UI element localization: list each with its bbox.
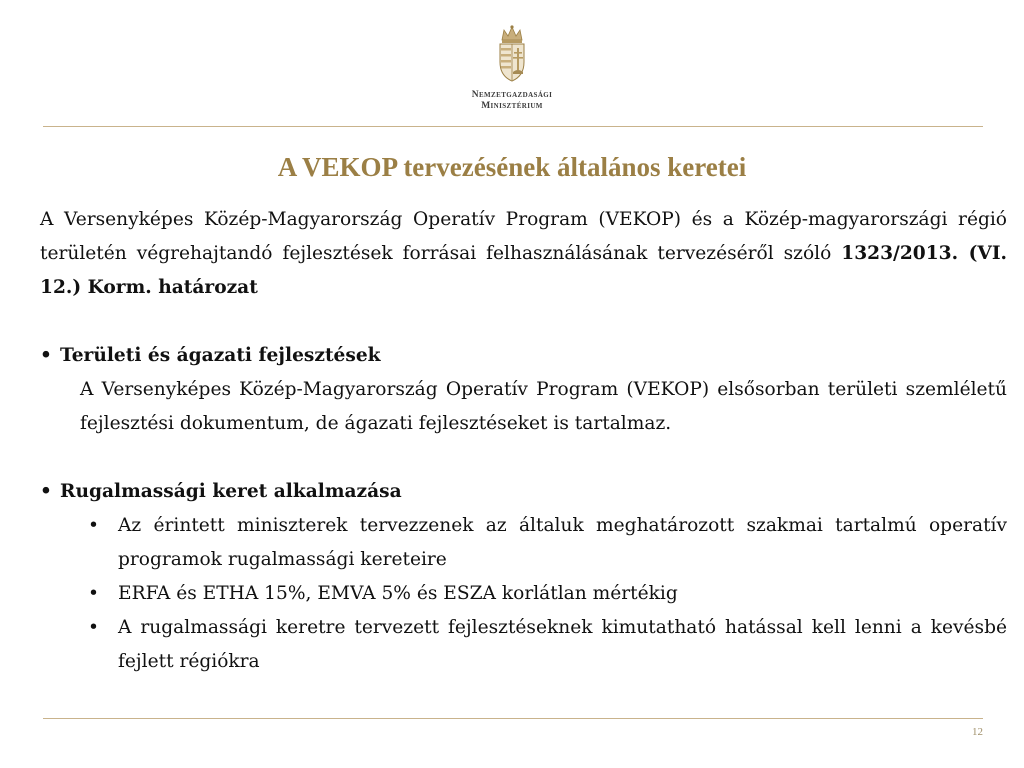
page-number: 12 — [972, 726, 983, 738]
coat-of-arms-icon — [492, 24, 532, 84]
top-divider — [43, 126, 983, 127]
logo-line-1: Nemzetgazdasági — [471, 90, 553, 100]
bullet-icon: • — [40, 345, 52, 366]
intro-paragraph — [40, 203, 1007, 305]
list-item — [88, 509, 1007, 577]
section-heading-1 — [40, 339, 1007, 373]
list-item — [88, 577, 1007, 611]
ministry-logo — [0, 24, 1024, 120]
section-1-paragraph: A Versenyképes Közép-Magyarország Operatív Program (VEKOP) elsősorban területi szemléletű fejlesztési dokumentum, de ágazati fejlesztéseket is tartalmaz. — [80, 379, 1007, 434]
intro-text: A Versenyképes Közép-Magyarország Operatív Program (VEKOP) és a Közép-magyarországi régió területén végrehajtandó fejlesztések forrásai felhasználásának tervezéséről szóló — [40, 209, 1007, 264]
list-item — [88, 611, 1007, 679]
bullet-icon: • — [88, 515, 99, 536]
bullet-icon: • — [88, 583, 99, 604]
section-heading-1-text: Területi és ágazati fejlesztések — [60, 345, 381, 366]
intro-bold: 1323/2013. (VI. 12.) Korm. határozat — [40, 243, 1007, 298]
bullet-icon: • — [40, 481, 52, 502]
logo-line-2: Minisztérium — [481, 101, 543, 111]
bullet-icon: • — [88, 617, 99, 638]
section-heading-2 — [40, 475, 1007, 509]
section-heading-2-text: Rugalmassági keret alkalmazása — [60, 481, 402, 502]
list-item-text: A rugalmassági keretre tervezett fejlesztéseknek kimutatható hatással kell lenni a kevésbé fejlett régiókra — [118, 617, 1007, 672]
slide-body — [40, 203, 1007, 679]
bottom-divider — [43, 718, 983, 719]
list-item-text: Az érintett miniszterek tervezzenek az általuk meghatározott szakmai tartalmú operatív programok rugalmassági kereteire — [118, 515, 1007, 570]
slide-title: A VEKOP tervezésének általános keretei — [277, 152, 747, 182]
list-item-text: ERFA és ETHA 15%, EMVA 5% és ESZA korlátlan mértékig — [118, 583, 678, 604]
